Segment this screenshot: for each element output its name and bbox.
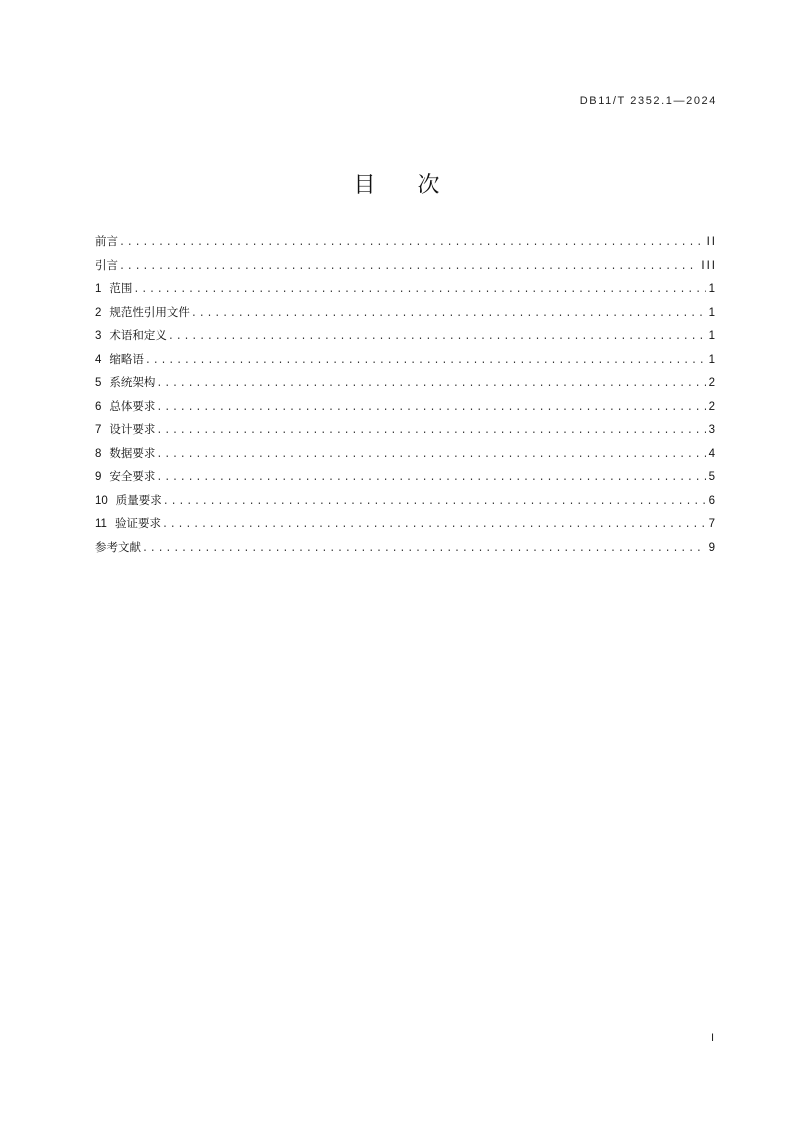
dot-leader [145, 356, 706, 367]
dot-leader [163, 497, 706, 508]
table-of-contents [95, 233, 717, 562]
dot-leader [156, 473, 705, 484]
toc-entry-number: 5 [95, 377, 102, 389]
toc-entry-page: III [701, 259, 717, 272]
toc-entry-label: 系统架构 [109, 375, 156, 389]
toc-entry-label: 前言 [95, 234, 118, 248]
toc-entry-quality-requirements[interactable] [95, 492, 717, 516]
toc-entry-terms-definitions[interactable] [95, 327, 717, 351]
toc-entry-label: 术语和定义 [109, 328, 167, 342]
toc-entry-normative-references[interactable] [95, 304, 717, 328]
toc-entry-page: 2 [708, 377, 717, 389]
toc-entry-bibliography[interactable] [95, 539, 717, 563]
toc-entry-number: 1 [95, 283, 102, 295]
toc-entry-page: 1 [708, 330, 717, 342]
dot-leader [156, 450, 705, 461]
toc-entry-number: 9 [95, 471, 102, 483]
toc-entry-number: 8 [95, 447, 102, 460]
standard-code: DB11/T 2352.1—2024 [579, 95, 717, 107]
toc-entry-page: 5 [708, 471, 717, 483]
toc-entry-page: 7 [708, 518, 717, 530]
toc-entry-abbreviations[interactable] [95, 351, 717, 375]
toc-entry-label: 质量要求 [115, 492, 162, 507]
dot-leader [119, 262, 698, 273]
toc-entry-label: 数据要求 [109, 445, 156, 460]
toc-entry-label: 规范性引用文件 [109, 304, 190, 319]
toc-entry-number: 11 [95, 518, 107, 530]
dot-leader [168, 332, 706, 343]
page-number: I [710, 1032, 714, 1044]
toc-entry-security-requirements[interactable] [95, 468, 717, 492]
toc-entry-label: 引言 [95, 257, 118, 272]
toc-entry-number: 3 [95, 330, 102, 342]
toc-entry-page: 6 [708, 494, 717, 507]
toc-entry-scope[interactable] [95, 280, 717, 304]
toc-entry-label: 设计要求 [109, 422, 156, 436]
toc-entry-page: 9 [708, 541, 717, 554]
dot-leader [156, 426, 705, 437]
toc-entry-verification-requirements[interactable] [95, 515, 717, 539]
toc-entry-label: 缩略语 [109, 351, 144, 366]
toc-entry-page: 2 [708, 400, 717, 413]
toc-entry-page: 1 [708, 306, 717, 319]
toc-entry-design-requirements[interactable] [95, 421, 717, 445]
dot-leader [119, 238, 704, 249]
dot-leader [142, 544, 706, 555]
dot-leader [133, 285, 705, 296]
toc-entry-number: 6 [95, 400, 102, 413]
toc-entry-data-requirements[interactable] [95, 445, 717, 469]
toc-entry-page: 1 [708, 283, 717, 295]
toc-entry-label: 安全要求 [109, 469, 156, 483]
toc-entry-number: 10 [95, 494, 108, 507]
toc-entry-page: 4 [708, 447, 717, 460]
toc-entry-introduction[interactable] [95, 257, 717, 281]
toc-entry-number: 7 [95, 424, 102, 436]
toc-entry-number: 4 [95, 353, 102, 366]
toc-entry-label: 总体要求 [109, 398, 156, 413]
toc-entry-foreword[interactable] [95, 233, 717, 257]
toc-entry-system-architecture[interactable] [95, 374, 717, 398]
dot-leader [156, 403, 705, 414]
toc-entry-label: 验证要求 [114, 516, 161, 530]
toc-entry-label: 参考文献 [95, 539, 141, 554]
toc-entry-number: 2 [95, 306, 102, 319]
dot-leader [162, 520, 706, 531]
toc-entry-general-requirements[interactable] [95, 398, 717, 422]
dot-leader [191, 309, 706, 320]
toc-entry-page: 3 [708, 424, 717, 436]
toc-entry-label: 范围 [109, 281, 133, 295]
dot-leader [156, 379, 705, 390]
toc-title: 目次 [353, 173, 482, 198]
toc-entry-page: 1 [708, 353, 717, 366]
toc-entry-page: II [706, 236, 717, 248]
